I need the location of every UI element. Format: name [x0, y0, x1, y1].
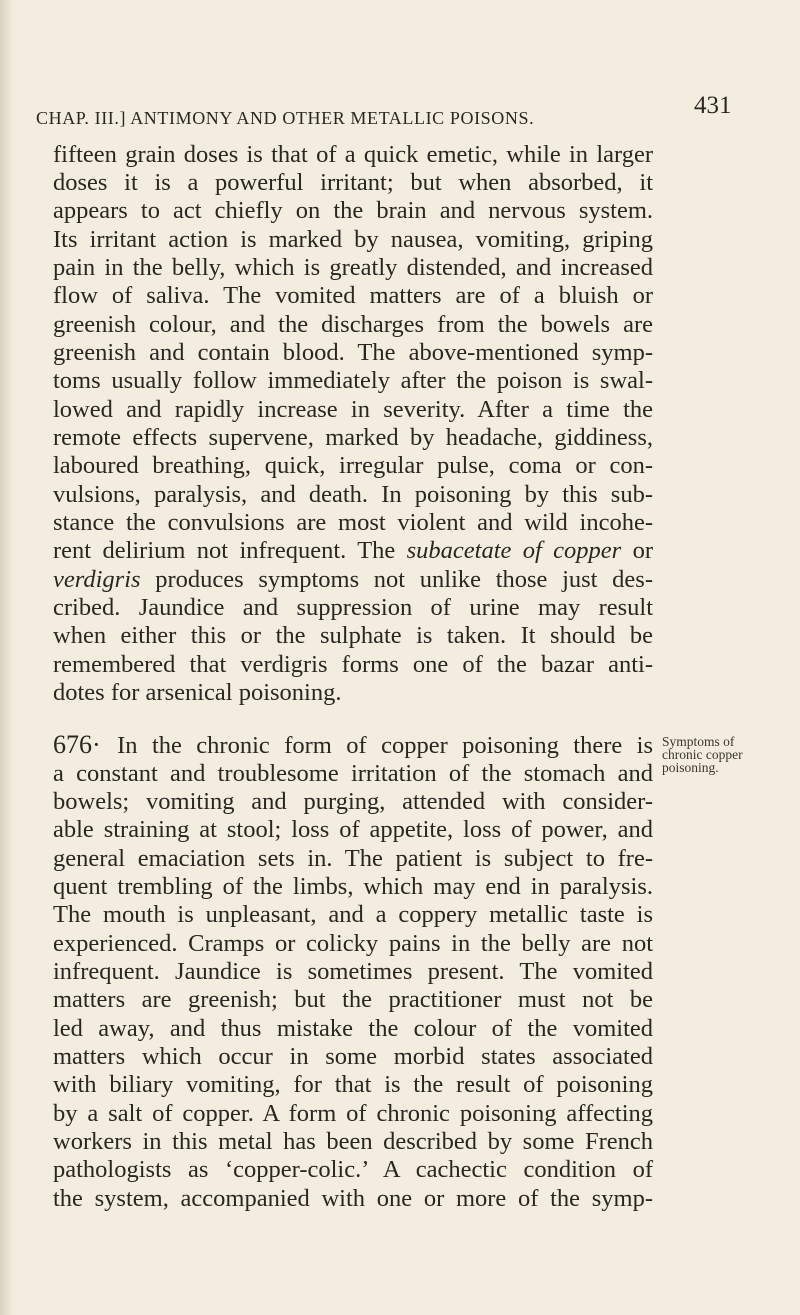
text-line: led away, and thus mistake the colour of the vomited: [53, 1015, 653, 1042]
text-line: stance the convulsions are most violent and wild incohe-: [53, 509, 653, 536]
text-line: flow of saliva. The vomited matters are of a bluish or: [53, 282, 653, 309]
text-line: greenish and contain blood. The above-mentioned symp-: [53, 339, 653, 366]
text-line: matters are greenish; but the practitioner must not be: [53, 986, 653, 1013]
text-fragment: or: [632, 537, 653, 564]
text-line: cribed. Jaundice and suppression of urine may result: [53, 594, 653, 621]
text-fragment: produces symptoms not unlike those just des-: [155, 566, 653, 593]
text-line: greenish colour, and the discharges from the bowels are: [53, 311, 653, 338]
section-number: 676·: [53, 730, 101, 759]
text-line: general emaciation sets in. The patient is subject to fre-: [53, 845, 653, 872]
text-line: [53, 731, 653, 760]
text-line: pathologists as ‘copper-colic.’ A cachectic condition of: [53, 1156, 653, 1183]
text-line: lowed and rapidly increase in severity. After a time the: [53, 396, 653, 423]
margin-note-line: chronic copper: [662, 747, 743, 762]
text-line: pain in the belly, which is greatly distended, and increased: [53, 254, 653, 281]
text-line: the system, accompanied with one or more of the symp-: [53, 1185, 653, 1212]
text-fragment: rent delirium not infrequent. The: [53, 537, 396, 564]
text-line: a constant and troublesome irritation of the stomach and: [53, 760, 653, 787]
text-line: by a salt of copper. A form of chronic poisoning affecting: [53, 1100, 653, 1127]
text-line: remembered that verdigris forms one of the bazar anti-: [53, 651, 653, 678]
text-line: fifteen grain doses is that of a quick emetic, while in larger: [53, 141, 653, 168]
text-line: dotes for arsenical poisoning.: [53, 679, 342, 706]
margin-note-line: poisoning.: [662, 760, 719, 775]
text-line: The mouth is unpleasant, and a coppery metallic taste is: [53, 901, 653, 928]
text-line: remote effects supervene, marked by headache, giddiness,: [53, 424, 653, 451]
text-line: experienced. Cramps or colicky pains in the belly are not: [53, 930, 653, 957]
text-line: Its irritant action is marked by nausea, vomiting, griping: [53, 226, 653, 253]
text-line: quent trembling of the limbs, which may end in paralysis.: [53, 873, 653, 900]
page-number: 431: [694, 92, 732, 119]
margin-note-line: Symptoms of: [662, 734, 735, 749]
text-line: workers in this metal has been described by some French: [53, 1128, 653, 1155]
text-line: when either this or the sulphate is taken. It should be: [53, 622, 653, 649]
text-line: toms usually follow immediately after the poison is swal-: [53, 367, 653, 394]
text-line: with biliary vomiting, for that is the result of poisoning: [53, 1071, 653, 1098]
text-line: laboured breathing, quick, irregular pulse, coma or con-: [53, 452, 653, 479]
text-line: [53, 537, 653, 565]
page-binding-edge: [0, 0, 14, 1315]
text-line: doses it is a powerful irritant; but when absorbed, it: [53, 169, 653, 196]
italic-term: subacetate of copper: [406, 537, 622, 564]
text-line: matters which occur in some morbid states associated: [53, 1043, 653, 1070]
text-line: [53, 566, 653, 594]
running-head: CHAP. III.] ANTIMONY AND OTHER METALLIC POISONS.: [36, 108, 535, 128]
text-line: bowels; vomiting and purging, attended with consider-: [53, 788, 653, 815]
margin-note: [662, 735, 800, 774]
italic-term: verdigris: [53, 566, 141, 593]
text-fragment: In the chronic form of copper poisoning there is: [117, 732, 654, 759]
text-line: infrequent. Jaundice is sometimes present. The vomited: [53, 958, 653, 985]
text-line: appears to act chiefly on the brain and nervous system.: [53, 197, 653, 224]
text-line: vulsions, paralysis, and death. In poisoning by this sub-: [53, 481, 653, 508]
text-line: able straining at stool; loss of appetite, loss of power, and: [53, 816, 653, 843]
